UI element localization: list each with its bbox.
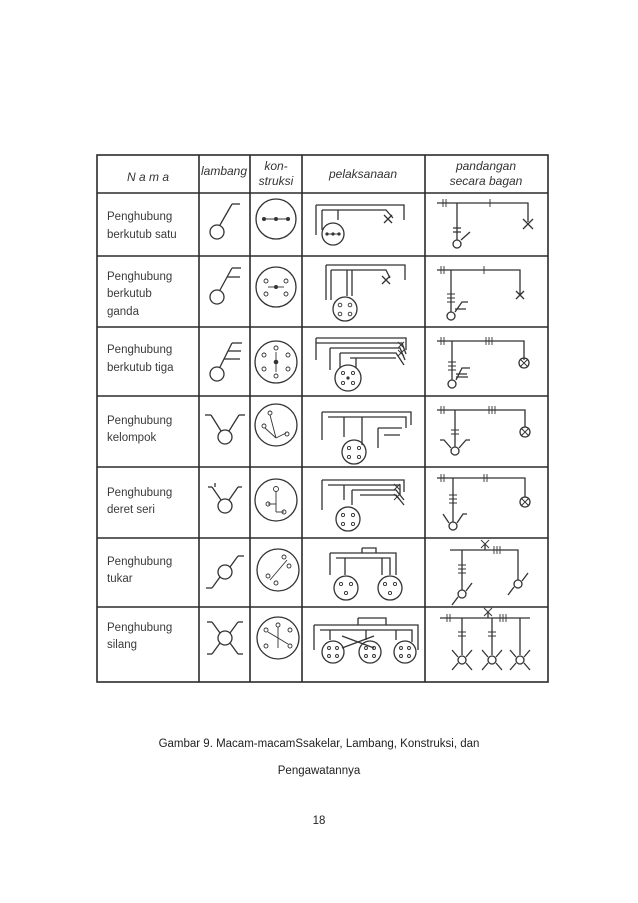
figure-caption-line1: Gambar 9. Macam-macamSsakelar, Lambang, Konstruksi, dan xyxy=(158,738,480,750)
konstruksi-diagram-row-7 xyxy=(257,617,299,659)
page-number: 18 xyxy=(312,815,326,827)
pelaksanaan-wiring-row-5 xyxy=(322,480,404,531)
konstruksi-diagram-row-6 xyxy=(257,549,299,591)
bagan-schematic-row-4 xyxy=(437,406,530,455)
pelaksanaan-wiring-row-2 xyxy=(326,265,405,321)
konstruksi-diagram-row-5 xyxy=(255,479,297,521)
row-1-name-line1: Penghubung xyxy=(107,211,173,223)
lambang-symbol-row-7 xyxy=(207,622,243,654)
lambang-symbol-row-3 xyxy=(210,343,242,381)
lambang-symbol-row-2 xyxy=(210,268,241,304)
bagan-schematic-row-5 xyxy=(437,474,530,530)
header-pelaksanaan: pelaksanaan xyxy=(328,167,398,181)
lambang-symbol-row-6 xyxy=(206,556,244,588)
header-konstruksi-line2: struksi xyxy=(258,174,294,188)
bagan-schematic-row-2 xyxy=(437,266,524,320)
row-3-name-line2: berkutub tiga xyxy=(107,362,174,374)
bagan-schematic-row-7 xyxy=(440,608,530,670)
lambang-symbol-row-4 xyxy=(205,415,245,444)
konstruksi-diagram-row-4 xyxy=(255,404,297,446)
konstruksi-diagram-row-3 xyxy=(255,341,297,383)
row-4-name-line1: Penghubung xyxy=(107,415,173,427)
bagan-schematic-row-1 xyxy=(437,199,533,248)
row-1-name-line2: berkutub satu xyxy=(107,229,177,241)
row-5-name-line2: deret seri xyxy=(107,504,155,516)
konstruksi-diagram-row-1 xyxy=(256,199,296,239)
bagan-schematic-row-3 xyxy=(437,337,529,388)
header-konstruksi-line1: kon- xyxy=(264,159,288,173)
bagan-schematic-row-6 xyxy=(450,540,528,605)
pelaksanaan-wiring-row-3 xyxy=(316,338,406,391)
row-7-name-line2: silang xyxy=(107,639,138,651)
pelaksanaan-wiring-row-7 xyxy=(314,618,418,663)
pelaksanaan-wiring-row-6 xyxy=(330,548,402,600)
row-3-name-line1: Penghubung xyxy=(107,344,173,356)
pelaksanaan-wiring-row-4 xyxy=(322,412,411,464)
konstruksi-diagram-row-2 xyxy=(256,267,296,307)
lambang-symbol-row-1 xyxy=(210,204,240,239)
header-nama: N a m a xyxy=(126,170,170,184)
pelaksanaan-wiring-row-1 xyxy=(316,205,404,245)
row-4-name-line2: kelompok xyxy=(107,432,157,444)
row-7-name-line1: Penghubung xyxy=(107,622,173,634)
row-2-name-line3: ganda xyxy=(107,306,139,318)
header-pandangan-line1: pandangan xyxy=(455,159,517,173)
row-5-name-line1: Penghubung xyxy=(107,487,173,499)
lambang-symbol-row-5 xyxy=(208,483,242,513)
row-2-name-line1: Penghubung xyxy=(107,271,173,283)
row-2-name-line2: berkutub xyxy=(107,288,152,300)
row-6-name-line1: Penghubung xyxy=(107,556,173,568)
header-lambang: lambang xyxy=(200,164,248,178)
figure-caption-line2: Pengawatannya xyxy=(277,765,361,777)
header-pandangan-line2: secara bagan xyxy=(449,174,523,188)
row-6-name-line2: tukar xyxy=(107,573,133,585)
